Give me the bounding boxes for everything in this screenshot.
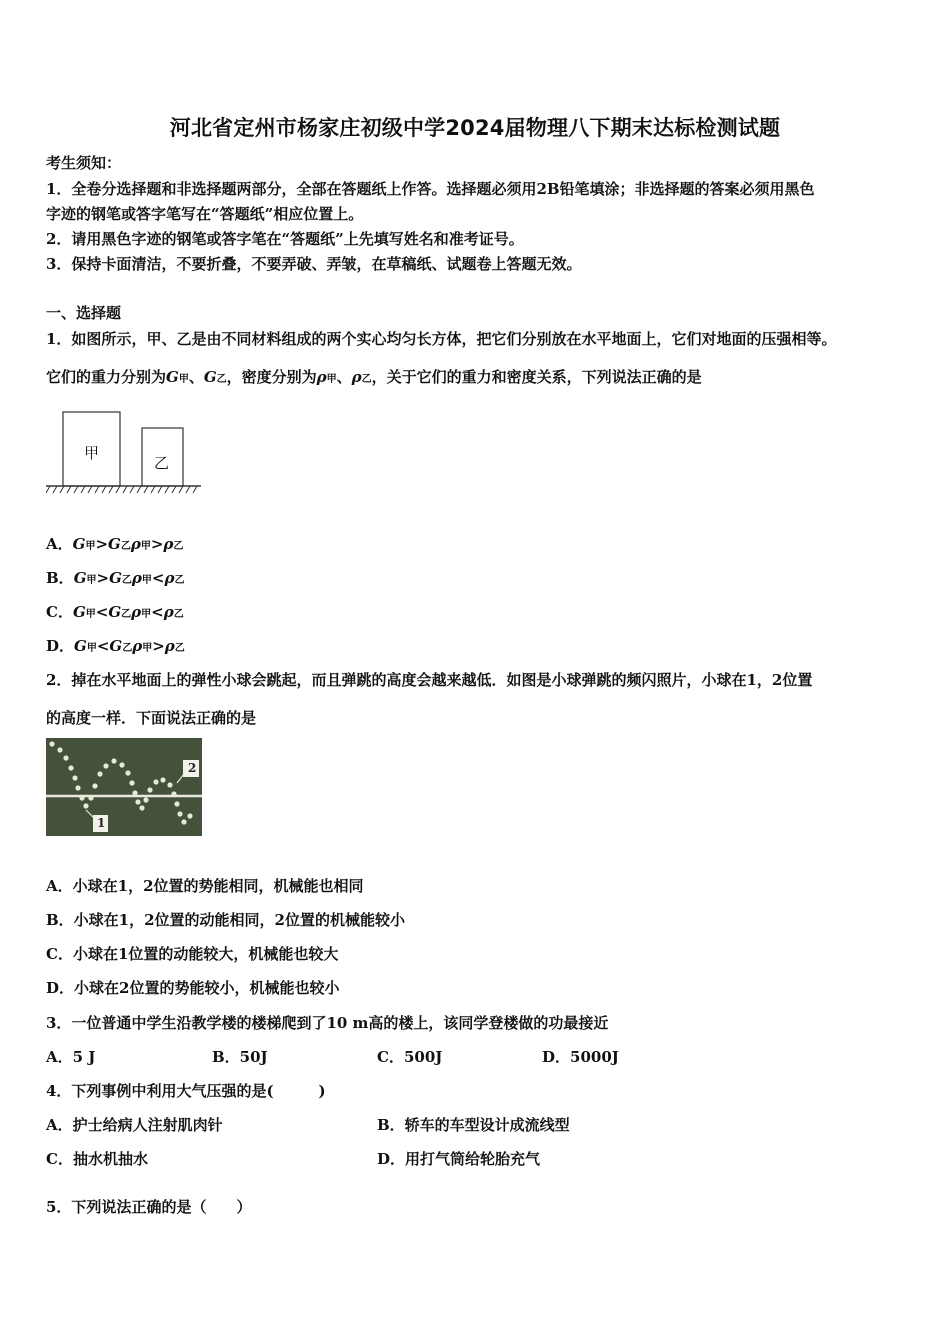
q4-option-b[interactable]: B．轿车的车型设计成流线型 xyxy=(377,1116,570,1134)
q1-figure-blocks xyxy=(46,408,206,498)
mark-2-label: 2 xyxy=(188,761,197,775)
page-title: 河北省定州市杨家庄初级中学2024届物理八下期末达标检测试题 xyxy=(169,116,781,140)
q2-line-1: 2．掉在水平地面上的弹性小球会跳起，而且弹跳的高度会越来越低．如图是小球弹跳的频闪照片，小球在1，2位置 xyxy=(46,671,813,689)
notice-line-2: 字迹的钢笔或答字笔写在“答题纸”相应位置上。 xyxy=(46,205,364,223)
notice-line-3: 2．请用黑色字迹的钢笔或答字笔在“答题纸”上先填写姓名和准考证号。 xyxy=(46,230,524,248)
q2-option-c[interactable]: C．小球在1位置的动能较大，机械能也较大 xyxy=(46,945,339,963)
q2-line-2: 的高度一样．下面说法正确的是 xyxy=(46,709,257,727)
block-yi-label: 乙 xyxy=(154,454,170,472)
q1-option-b[interactable]: B．G甲>G乙ρ甲<ρ乙 xyxy=(46,569,185,587)
q2-option-b[interactable]: B．小球在1，2位置的动能相同，2位置的机械能较小 xyxy=(46,911,405,929)
q1-option-d[interactable]: D．G甲<G乙ρ甲>ρ乙 xyxy=(46,637,185,655)
q3-option-a[interactable]: A．5 J xyxy=(46,1048,96,1066)
mark-1-label: 1 xyxy=(97,816,106,830)
q2-option-a[interactable]: A．小球在1，2位置的势能相同，机械能也相同 xyxy=(46,877,364,895)
q3-option-b[interactable]: B．50J xyxy=(212,1048,268,1066)
q3-option-c[interactable]: C．500J xyxy=(377,1048,443,1066)
notice-heading: 考生须知： xyxy=(46,154,122,172)
q2-option-d[interactable]: D．小球在2位置的势能较小，机械能也较小 xyxy=(46,979,340,997)
notice-line-1: 1．全卷分选择题和非选择题两部分，全部在答题纸上作答。选择题必须用2B铅笔填涂；非选择题的答案必须用黑色 xyxy=(46,180,815,198)
q4-option-c[interactable]: C．抽水机抽水 xyxy=(46,1150,148,1168)
ground-hatching xyxy=(46,486,197,493)
q4-line-1: 4．下列事例中利用大气压强的是( ) xyxy=(46,1082,326,1100)
notice-line-4: 3．保持卡面清洁，不要折叠，不要弄破、弄皱，在草稿纸、试题卷上答题无效。 xyxy=(46,255,582,273)
q5-line-1: 5．下列说法正确的是（ ） xyxy=(46,1198,252,1216)
q1-line-2: 它们的重力分别为G甲、G乙，密度分别为ρ甲、ρ乙，关于它们的重力和密度关系，下列说法正确的是 xyxy=(46,368,702,386)
q1-option-c[interactable]: C．G甲<G乙ρ甲<ρ乙 xyxy=(46,603,184,621)
q4-option-a[interactable]: A．护士给病人注射肌肉针 xyxy=(46,1116,223,1134)
section-heading: 一、选择题 xyxy=(46,304,122,322)
q2-photo-bouncing-ball xyxy=(46,738,202,836)
q1-line-1: 1．如图所示，甲、乙是由不同材料组成的两个实心均匀长方体，把它们分别放在水平地面上，它们对地面的压强相等。 xyxy=(46,330,837,348)
q3-option-d[interactable]: D．5000J xyxy=(542,1048,619,1066)
q3-line-1: 3．一位普通中学生沿教学楼的楼梯爬到了10 m高的楼上，该同学登楼做的功最接近 xyxy=(46,1014,609,1032)
block-jia-label: 甲 xyxy=(84,444,100,462)
q1-option-a[interactable]: A．G甲>G乙ρ甲>ρ乙 xyxy=(46,535,184,553)
q4-option-d[interactable]: D．用打气筒给轮胎充气 xyxy=(377,1150,541,1168)
